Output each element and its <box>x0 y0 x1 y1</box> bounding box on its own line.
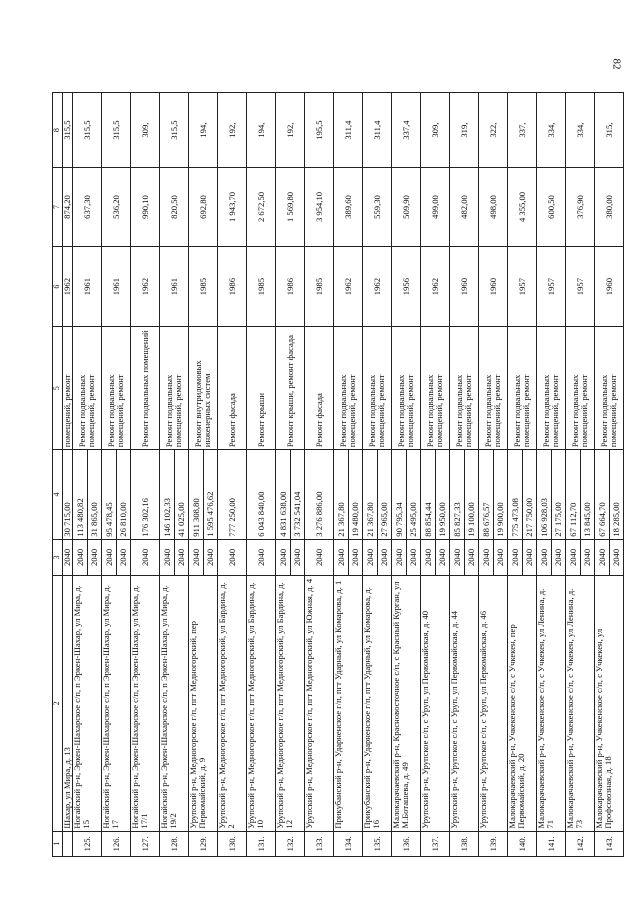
row-address: Урупский р-н, Медногорское г/п, пгт Медногорский, ул Южная, д. 4 <box>305 576 334 831</box>
row-address: Урупский р-н, Медногорское г/п, пгт Медногорский, ул Бардина, д. 2 <box>218 576 247 831</box>
row-year-built: 1961 <box>73 246 102 327</box>
row-area: 559,30 <box>363 168 392 247</box>
row-year-built: 1957 <box>508 246 537 327</box>
row-area: 482,00 <box>450 168 479 247</box>
row-number: 133. <box>305 831 334 856</box>
row-year-built: 1960 <box>595 246 624 327</box>
row-year-line: 2040 <box>493 540 507 575</box>
column-number-header <box>53 93 63 857</box>
row-number: 139. <box>479 831 508 856</box>
row-area: 498,00 <box>479 168 508 247</box>
row-year-line: 2040 <box>609 540 623 575</box>
row-area: 509,90 <box>392 168 421 247</box>
row-year-line: 2040 <box>596 548 607 567</box>
row-year-built: 1986 <box>218 246 247 327</box>
row-cost <box>595 450 624 540</box>
row-work: Ремонт подвальных помещений, ремонт <box>102 327 131 450</box>
row-year-line: 2040 <box>290 540 304 575</box>
row-year-line: 2040 <box>464 540 478 575</box>
row-area: 874,20 <box>63 168 73 247</box>
row-count: 319, <box>450 93 479 168</box>
row-address: Прикубанский р-н, Ударненское г/п, пгт Ударный, ул Комарова, д. 16 <box>363 576 392 831</box>
row-count: 194, <box>189 93 218 168</box>
row-year-line: 2040 <box>480 548 491 567</box>
header-cell: 2 <box>53 576 63 831</box>
row-year-built: 1962 <box>334 246 363 327</box>
row-number <box>63 831 73 856</box>
row-number: 137. <box>421 831 450 856</box>
row-number: 126. <box>102 831 131 856</box>
row-number: 129. <box>189 831 218 856</box>
row-work: Ремонт подвальных помещений, ремонт <box>508 327 537 450</box>
row-count: 315,5 <box>102 93 131 168</box>
row-year-built: 1985 <box>305 246 334 327</box>
row-year-built: 1961 <box>160 246 189 327</box>
row-cost-line: 146 102,33 <box>161 498 172 537</box>
table-row <box>392 93 421 857</box>
row-area: 1 569,80 <box>276 168 305 247</box>
row-year-built: 1962 <box>63 246 73 327</box>
row-number: 138. <box>450 831 479 856</box>
row-work: Ремонт фасада <box>305 327 334 450</box>
row-work: Ремонт подвальных помещений <box>131 327 160 450</box>
row-cost-line: 27 175,00 <box>551 450 565 539</box>
row-cost <box>392 450 421 540</box>
row-cost: 30 715,00 <box>63 450 73 540</box>
row-work: Ремонт подвальных помещений, ремонт <box>537 327 566 450</box>
page-number: 82 <box>610 58 623 70</box>
row-cost-line: 19 480,00 <box>348 450 362 539</box>
row-work: Ремонт подвальных помещений, ремонт <box>595 327 624 450</box>
row-year-line: 2040 <box>551 540 565 575</box>
row-cost: 777 250,00 <box>218 450 247 540</box>
row-year <box>595 539 624 575</box>
row-year-line: 2040 <box>190 548 201 567</box>
row-year <box>334 539 363 575</box>
row-count: 337,4 <box>392 93 421 168</box>
row-cost <box>363 450 392 540</box>
row-area: 990,10 <box>131 168 160 247</box>
row-year-line: 2040 <box>393 548 404 567</box>
row-count: 195,5 <box>305 93 334 168</box>
row-count: 309, <box>421 93 450 168</box>
row-year-line: 2040 <box>335 548 346 567</box>
row-area: 536,20 <box>102 168 131 247</box>
row-address: Урупский р-н, Урупское с/п, с Уруп, ул Первомайская, д. 40 <box>421 576 450 831</box>
header-cell: 8 <box>53 93 63 168</box>
row-year-line: 2040 <box>580 540 594 575</box>
table-row <box>305 93 334 857</box>
row-cost-line: 95 478,45 <box>103 502 114 537</box>
row-year-line: 2040 <box>538 548 549 567</box>
row-cost-line: 3 732 541,04 <box>290 450 304 539</box>
row-area: 692,80 <box>189 168 218 247</box>
row-work: Ремонт подвальных помещений, ремонт <box>334 327 363 450</box>
row-year-built: 1985 <box>189 246 218 327</box>
row-area: 499,00 <box>421 168 450 247</box>
row-cost-line: 18 285,00 <box>609 450 623 539</box>
row-year: 2040 <box>247 539 276 575</box>
table-row <box>450 93 479 857</box>
row-cost: 6 043 840,00 <box>247 450 276 540</box>
row-year-built: 1960 <box>479 246 508 327</box>
row-cost <box>421 450 450 540</box>
row-cost-line: 21 367,80 <box>335 502 346 537</box>
row-cost-line: 21 367,80 <box>364 502 375 537</box>
row-address: Урупский р-н, Медногорское г/п, пгт Медногорский, ул Бардина, д. 10 <box>247 576 276 831</box>
row-year <box>450 539 479 575</box>
row-area: 380,00 <box>595 168 624 247</box>
row-year-built: 1962 <box>131 246 160 327</box>
row-year <box>73 539 102 575</box>
row-number: 135. <box>363 831 392 856</box>
row-area: 4 355,00 <box>508 168 537 247</box>
row-year-line: 2040 <box>377 540 391 575</box>
table-row <box>566 93 595 857</box>
row-count: 334, <box>537 93 566 168</box>
row-cost-line: 26 810,00 <box>116 450 130 539</box>
row-year-line: 2040 <box>87 540 101 575</box>
row-year <box>566 539 595 575</box>
row-address: Малокарачаевский р-н, Учкекенское с/п, с Учкекен, ул Ленина, д. 73 <box>566 576 595 831</box>
row-address: Прикубанский р-н, Ударненское г/п, пгт Ударный, ул Комарова, д. 1 <box>334 576 363 831</box>
header-cell: 7 <box>53 168 63 247</box>
row-year <box>160 539 189 575</box>
row-cost-line: 19 950,00 <box>435 450 449 539</box>
row-address: Ногайский р-н, Эркен-Шахарское с/п, п Эркен-Шахар, ул Мира, д. 15 <box>73 576 102 831</box>
row-cost-line: 13 845,00 <box>580 450 594 539</box>
row-year-line: 2040 <box>203 540 217 575</box>
row-cost-line: 4 831 638,00 <box>277 491 288 537</box>
header-cell: 5 <box>53 327 63 450</box>
row-year-built: 1961 <box>102 246 131 327</box>
row-cost <box>160 450 189 540</box>
row-year-built: 1962 <box>363 246 392 327</box>
row-address: Малокарачаевский р-н, Учкекенское с/п, с Учкекен, ул Профсоюзная, д. 18 <box>595 576 624 831</box>
row-number: 127. <box>131 831 160 856</box>
row-cost-line: 113 480,82 <box>74 498 85 537</box>
table-row <box>102 93 131 857</box>
table-row <box>421 93 450 857</box>
row-number: 128. <box>160 831 189 856</box>
row-work: Ремонт крыши <box>247 327 276 450</box>
row-cost-line: 67 112,70 <box>567 502 578 537</box>
row-count: 337, <box>508 93 537 168</box>
row-cost-line: 27 965,00 <box>377 450 391 539</box>
row-year-line: 2040 <box>103 548 114 567</box>
header-cell: 6 <box>53 246 63 327</box>
row-work: Ремонт подвальных помещений, ремонт <box>421 327 450 450</box>
row-cost <box>508 450 537 540</box>
row-count: 192, <box>276 93 305 168</box>
row-year <box>479 539 508 575</box>
row-year <box>508 539 537 575</box>
row-cost-line: 217 750,00 <box>522 450 536 539</box>
row-address: Малокарачаевский р-н, Красновосточное с/п, с Красный Курган, ул М.Боташева, д. 49 <box>392 576 421 831</box>
row-cost <box>450 450 479 540</box>
table-row <box>218 93 247 857</box>
row-count: 315,5 <box>63 93 73 168</box>
row-work: Ремонт внутридомовых инженерных систем <box>189 327 218 450</box>
row-work: помещений, ремонт <box>63 327 73 450</box>
row-number: 140. <box>508 831 537 856</box>
row-year <box>537 539 566 575</box>
table-row <box>189 93 218 857</box>
row-cost-line: 19 100,00 <box>464 450 478 539</box>
table-row <box>276 93 305 857</box>
row-cost-line: 1 595 476,62 <box>203 450 217 539</box>
row-count: 192, <box>218 93 247 168</box>
row-number: 134. <box>334 831 363 856</box>
row-work: Ремонт подвальных помещений, ремонт <box>479 327 508 450</box>
row-area: 1 943,70 <box>218 168 247 247</box>
row-year-built: 1960 <box>450 246 479 327</box>
table-row <box>247 93 276 857</box>
table-row <box>479 93 508 857</box>
row-number: 132. <box>276 831 305 856</box>
row-year-built: 1957 <box>566 246 595 327</box>
table-row <box>595 93 624 857</box>
row-cost <box>102 450 131 540</box>
rotated-table-content <box>52 92 621 857</box>
row-year-line: 2040 <box>422 548 433 567</box>
row-area: 3 954,10 <box>305 168 334 247</box>
row-year <box>276 539 305 575</box>
row-count: 311,4 <box>363 93 392 168</box>
row-count: 315,5 <box>160 93 189 168</box>
row-year-line: 2040 <box>161 548 172 567</box>
row-year-built: 1986 <box>276 246 305 327</box>
row-year-line: 2040 <box>451 548 462 567</box>
row-work: Ремонт подвальных помещений, ремонт <box>450 327 479 450</box>
row-year <box>392 539 421 575</box>
row-cost-line: 85 827,33 <box>451 502 462 537</box>
row-work: Ремонт подвальных помещений, ремонт <box>392 327 421 450</box>
row-year-line: 2040 <box>406 540 420 575</box>
row-address: Ногайский р-н, Эркен-Шахарское с/п, п Эркен-Шахар, ул Мира, д. 17 <box>102 576 131 831</box>
row-number: 142. <box>566 831 595 856</box>
row-year <box>189 539 218 575</box>
row-year-line: 2040 <box>348 540 362 575</box>
row-year-line: 2040 <box>567 548 578 567</box>
repair-schedule-table <box>52 92 624 857</box>
row-number: 136. <box>392 831 421 856</box>
row-cost-line: 106 928,03 <box>538 498 549 537</box>
table-row <box>537 93 566 857</box>
row-number: 131. <box>247 831 276 856</box>
row-number: 143. <box>595 831 624 856</box>
table-row <box>334 93 363 857</box>
table-row <box>160 93 189 857</box>
row-year-line: 2040 <box>509 548 520 567</box>
table-row <box>363 93 392 857</box>
row-cost-line: 31 865,00 <box>87 450 101 539</box>
header-cell: 1 <box>53 831 63 856</box>
row-count: 311,4 <box>334 93 363 168</box>
row-year <box>102 539 131 575</box>
row-address: Урупский р-н, Урупское с/п, с Уруп, ул Первомайская, д. 44 <box>450 576 479 831</box>
row-cost-line: 90 795,34 <box>393 502 404 537</box>
row-year-built: 1962 <box>421 246 450 327</box>
row-year: 2040 <box>131 539 160 575</box>
row-area: 389,60 <box>334 168 363 247</box>
row-address: Урупский р-н, Урупское с/п, с Уруп, ул Первомайская, д. 46 <box>479 576 508 831</box>
row-count: 322, <box>479 93 508 168</box>
row-cost: 3 276 886,00 <box>305 450 334 540</box>
row-cost-line: 88 676,57 <box>480 502 491 537</box>
header-cell: 3 <box>53 539 63 575</box>
row-number: 125. <box>73 831 102 856</box>
row-cost-line: 911 308,80 <box>190 498 201 537</box>
row-work: Ремонт подвальных помещений, ремонт <box>566 327 595 450</box>
table-row <box>131 93 160 857</box>
row-cost <box>73 450 102 540</box>
row-year-line: 2040 <box>364 548 375 567</box>
row-cost-line: 775 473,08 <box>509 498 520 537</box>
row-count: 194, <box>247 93 276 168</box>
row-year-built: 1957 <box>537 246 566 327</box>
row-count: 315, <box>595 93 624 168</box>
row-cost-line: 41 025,00 <box>174 450 188 539</box>
row-address: Ногайский р-н, Эркен-Шахарское с/п, п Эркен-Шахар, ул Мира, д. 17/1 <box>131 576 160 831</box>
row-year-line: 2040 <box>74 548 85 567</box>
row-year: 2040 <box>218 539 247 575</box>
row-year-built: 1956 <box>392 246 421 327</box>
row-count: 309, <box>131 93 160 168</box>
row-number: 141. <box>537 831 566 856</box>
row-area: 820,50 <box>160 168 189 247</box>
row-year: 2040 <box>305 539 334 575</box>
continued-row <box>63 93 73 857</box>
row-year <box>363 539 392 575</box>
row-area: 376,90 <box>566 168 595 247</box>
row-cost-line: 25 495,00 <box>406 450 420 539</box>
row-work: Ремонт крыши, ремонт фасада <box>276 327 305 450</box>
row-address: Шахар, ул Мира, д. 13 <box>63 576 73 831</box>
header-cell: 4 <box>53 450 63 540</box>
row-cost <box>276 450 305 540</box>
row-year-line: 2040 <box>116 540 130 575</box>
row-year-line: 2040 <box>522 540 536 575</box>
row-year-line: 2040 <box>435 540 449 575</box>
row-work: Ремонт подвальных помещений, ремонт <box>73 327 102 450</box>
row-cost <box>537 450 566 540</box>
row-year-line: 2040 <box>174 540 188 575</box>
row-address: Ногайский р-н, Эркен-Шахарское с/п, п Эркен-Шахар, ул Мира, д. 19/2 <box>160 576 189 831</box>
row-cost-line: 19 900,00 <box>493 450 507 539</box>
row-year: 2040 <box>63 539 73 575</box>
rotated-table-viewport <box>52 92 621 857</box>
row-count: 315,5 <box>73 93 102 168</box>
row-address: Урупский р-н, Медногорское г/п, пгт Медногорский, пер Первомайский, д. 9 <box>189 576 218 831</box>
row-address: Урупский р-н, Медногорское г/п, пгт Медногорский, ул Бардина, д. 12 <box>276 576 305 831</box>
row-cost-line: 67 664,70 <box>596 502 607 537</box>
row-work: Ремонт фасада <box>218 327 247 450</box>
row-year-built: 1985 <box>247 246 276 327</box>
row-cost <box>566 450 595 540</box>
row-cost-line: 88 854,44 <box>422 502 433 537</box>
table-row <box>73 93 102 857</box>
row-number: 130. <box>218 831 247 856</box>
row-area: 600,50 <box>537 168 566 247</box>
row-cost: 176 302,16 <box>131 450 160 540</box>
row-area: 637,30 <box>73 168 102 247</box>
row-address: Малокарачаевский р-н, Учкекенское с/п, с Учкекен, ул Ленина, д. 71 <box>537 576 566 831</box>
row-cost <box>479 450 508 540</box>
row-work: Ремонт подвальных помещений, ремонт <box>363 327 392 450</box>
table-row <box>508 93 537 857</box>
row-work: Ремонт подвальных помещений, ремонт <box>160 327 189 450</box>
row-area: 2 672,50 <box>247 168 276 247</box>
row-address: Малокарачаевский р-н, Учкекенское с/п, с Учкекен, пер Первомайский, д. 20 <box>508 576 537 831</box>
row-cost <box>334 450 363 540</box>
row-count: 334, <box>566 93 595 168</box>
row-cost <box>189 450 218 540</box>
row-year-line: 2040 <box>277 548 288 567</box>
row-year <box>421 539 450 575</box>
